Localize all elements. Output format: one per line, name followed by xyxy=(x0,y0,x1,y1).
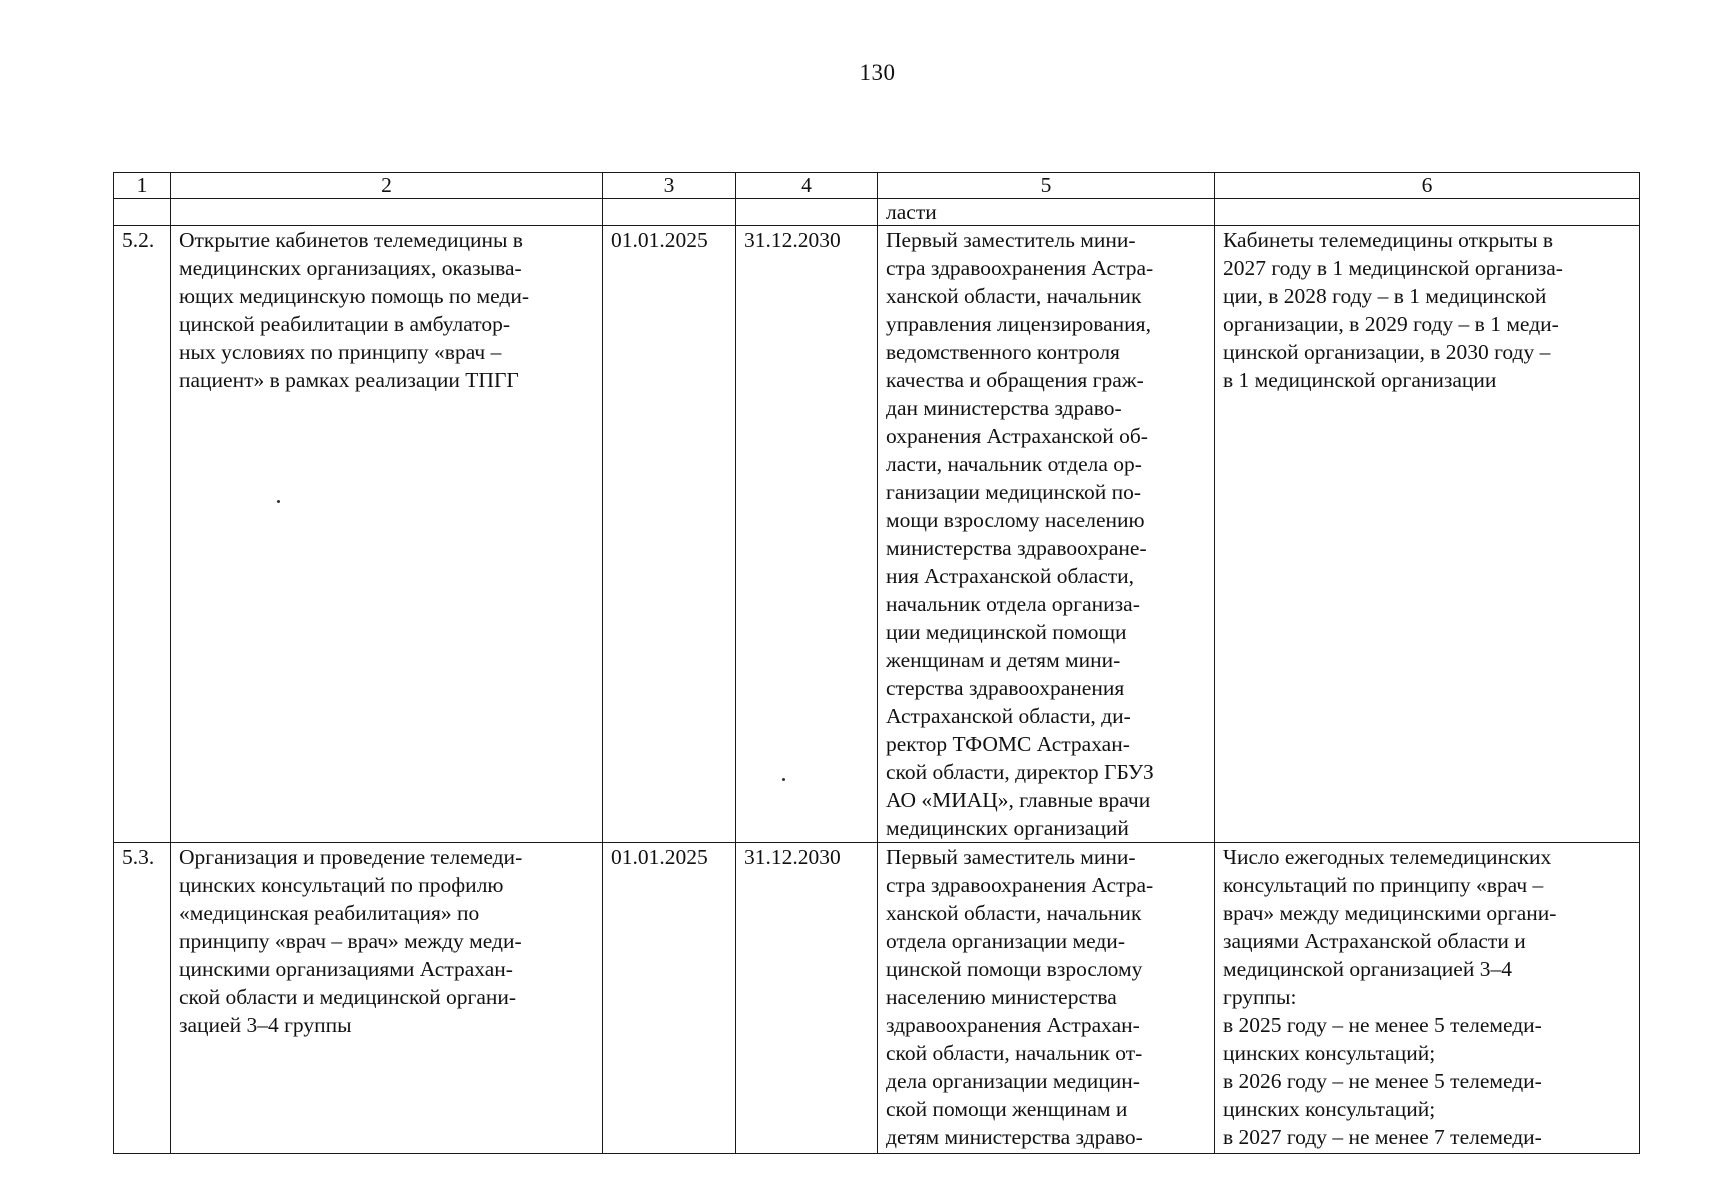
responsible-persons xyxy=(878,226,1215,843)
column-header-4: 4 xyxy=(736,173,878,199)
column-header-6: 6 xyxy=(1215,173,1640,199)
scan-speck xyxy=(782,778,785,781)
expected-result xyxy=(1215,843,1640,1154)
expected-result-text: Число ежегодных телемедицинских консультаций по принципу «врач – врач» между медицинскими органи- зациями Астраханской области и медицинской организацией 3–4 группы: в 2025 году – не менее 5 телемеди- цинских консультаций; в 2026 году – не менее 5 телемеди- цинских консультаций; в 2027 году – не менее 7 телемеди- xyxy=(1223,845,1557,1149)
row-number: 5.2. xyxy=(114,226,171,843)
carry-cell-2 xyxy=(171,199,603,226)
end-date: 31.12.2030 xyxy=(736,843,878,1154)
carry-cell-1 xyxy=(114,199,171,226)
column-number-row xyxy=(114,173,1640,199)
scan-speck xyxy=(277,500,280,503)
row-number: 5.3. xyxy=(114,843,171,1154)
table-row xyxy=(114,226,1640,843)
carry-cell-4 xyxy=(736,199,878,226)
carry-over-row xyxy=(114,199,1640,226)
measure-description-text: Организация и проведение телемеди- цинских консультаций по профилю «медицинская реабилитация» по принципу «врач – врач» между меди- цинскими организациями Астрахан- ской области и медицинской органи- зацией 3–4 группы xyxy=(179,845,523,1037)
column-header-2: 2 xyxy=(171,173,603,199)
expected-result xyxy=(1215,226,1640,843)
carry-cell-6 xyxy=(1215,199,1640,226)
page-number: 130 xyxy=(859,60,896,85)
column-header-3: 3 xyxy=(603,173,736,199)
measure-description xyxy=(171,226,603,843)
column-header-1: 1 xyxy=(114,173,171,199)
responsible-persons-text: Первый заместитель мини- стра здравоохранения Астра- ханской области, начальник управления лицензирования, ведомственного контроля качества и обращения граж- дан министерства здраво- охранения Астраханской об- ласти, начальник отдела ор- ганизации медицинской по- мощи взрослому населению министерства здравоохране- ния Астраханской области, начальник отдела организа- ции медицинской помощи женщинам и детям мини- стерства здравоохранения Астраханской области, ди- ректор ТФОМС Астрахан- ской области, директор ГБУЗ АО «МИАЦ», главные врачи медицинских организаций xyxy=(886,228,1154,840)
measure-description xyxy=(171,843,603,1154)
carry-cell-3 xyxy=(603,199,736,226)
table-row xyxy=(114,843,1640,1154)
responsible-persons-text: Первый заместитель мини- стра здравоохранения Астра- ханской области, начальник отдела организации меди- цинской помощи взрослому населению министерства здравоохранения Астрахан- ской области, начальник от- дела организации медицин- ской помощи женщинам и детям министерства здраво- xyxy=(886,845,1154,1149)
plan-table xyxy=(113,172,1640,1154)
start-date: 01.01.2025 xyxy=(603,226,736,843)
column-header-5: 5 xyxy=(878,173,1215,199)
responsible-persons xyxy=(878,843,1215,1154)
measure-description-text: Открытие кабинетов телемедицины в медицинских организациях, оказыва- ющих медицинскую помощь по меди- цинской реабилитации в амбулатор- ных условиях по принципу «врач – пациент» в рамках реализации ТПГГ xyxy=(179,228,529,392)
expected-result-text: Кабинеты телемедицины открыты в 2027 году в 1 медицинской организа- ции, в 2028 году – в 1 медицинской организации, в 2029 году – в 1 меди- цинской организации, в 2030 году – в 1 медицинской организации xyxy=(1223,228,1563,392)
start-date: 01.01.2025 xyxy=(603,843,736,1154)
carry-cell-5: ласти xyxy=(878,199,1215,226)
end-date: 31.12.2030 xyxy=(736,226,878,843)
